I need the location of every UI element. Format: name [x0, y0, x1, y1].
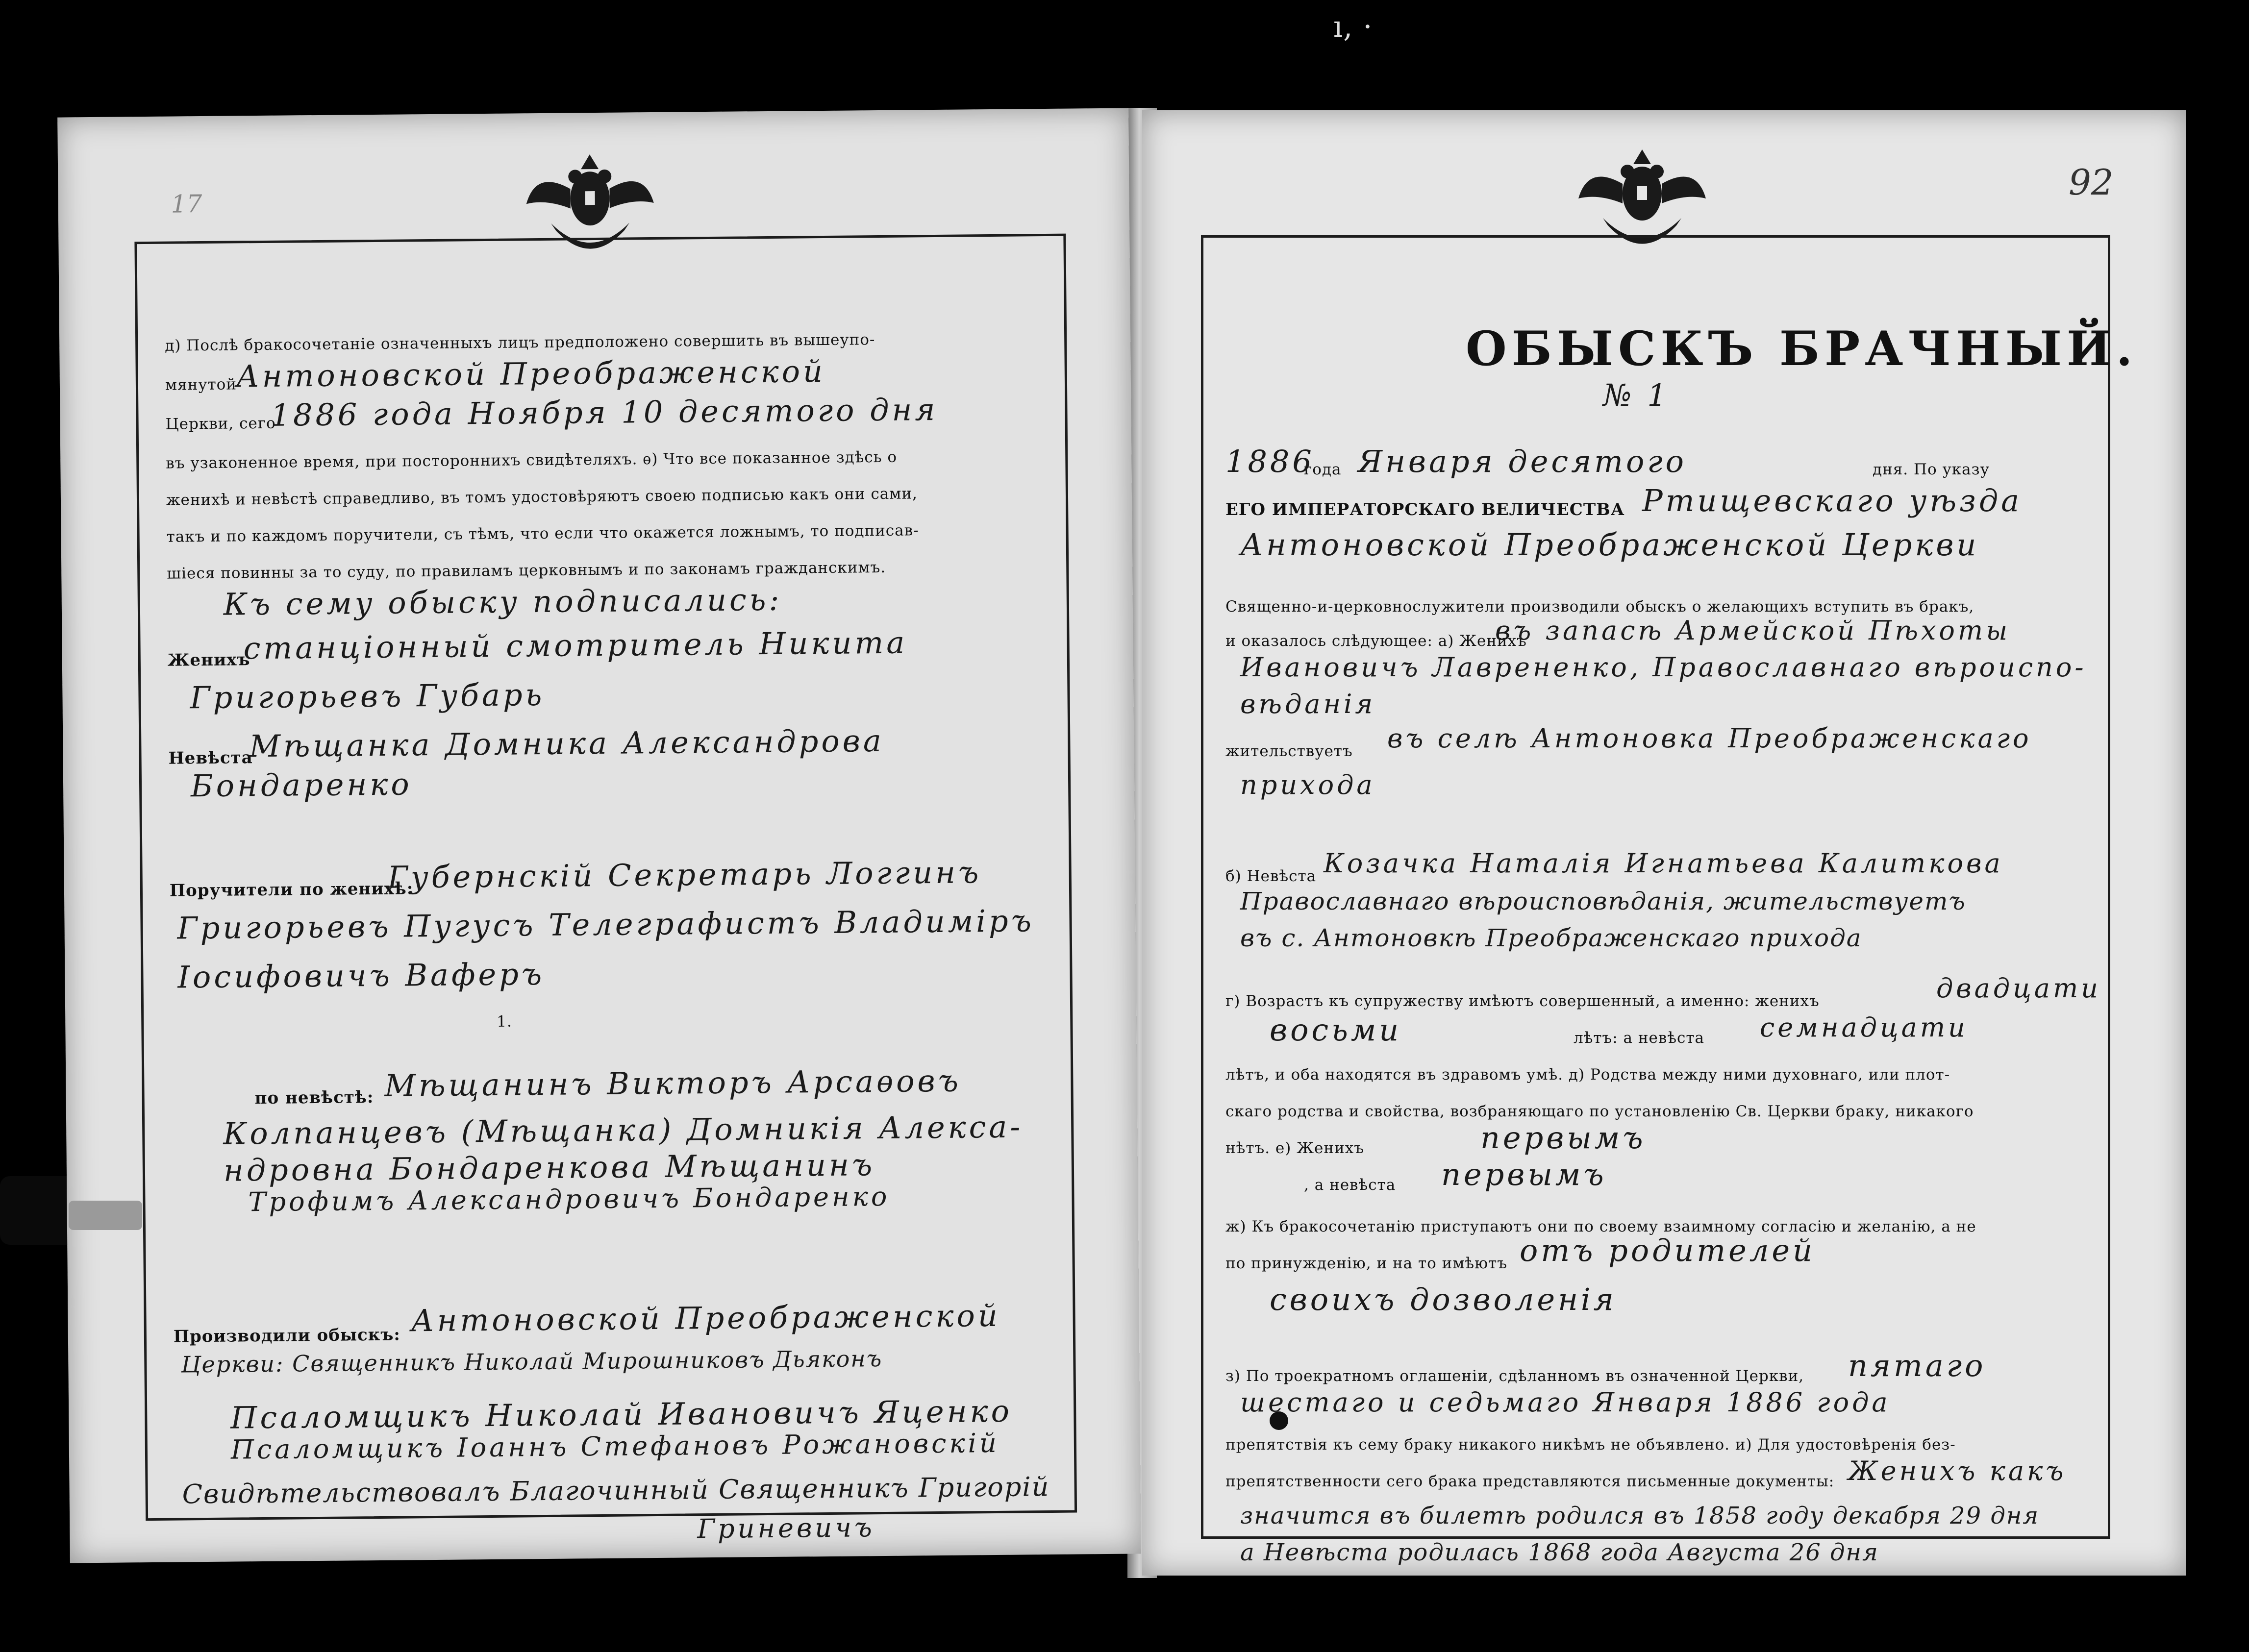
hw-groom: станціонный смотритель Никита: [243, 624, 908, 666]
hw-surety-3: Іосифовичъ Ваферъ: [177, 956, 545, 995]
hw-groom-1: въ запасѣ Армейской Пѣхоты: [1495, 615, 2011, 646]
years-label: лѣтъ: а невѣста: [1574, 1029, 1705, 1047]
hw-district: Ртищевскаго уѣзда: [1642, 483, 2023, 518]
hw-docs-2: значится въ билетѣ родился въ 1858 году декабря 29 дня: [1240, 1502, 2040, 1529]
hw-docs-3: а Невѣста родилась 1868 года Августа 26 дня: [1240, 1539, 1879, 1566]
hw-consent-2: своихъ дозволенія: [1270, 1282, 1617, 1317]
hw-day: Января десятого: [1358, 444, 1687, 479]
hw-surety-1: Губернскій Секретарь Логгинъ: [387, 854, 982, 895]
hw-bride-age: семнадцати: [1760, 1012, 1968, 1043]
hw-groom-first: первымъ: [1480, 1120, 1646, 1156]
hw-groom-age: двадцати: [1936, 973, 2101, 1004]
hw-groom-age2: восьми: [1270, 1012, 1402, 1048]
hw-groom-2: Ивановичъ Лаврененко, Православнаго вѣроиспо-: [1240, 652, 2087, 683]
form-title: ОБЫСКЪ БРАЧНЫЙ.: [1466, 321, 2138, 376]
clause-e: въ узаконенное время, при постороннихъ свидѣтеляхъ. ѳ) Что все показанное здѣсь о: [166, 448, 898, 472]
kin-line: скаго родства и свойства, возбраняющаго по установленію Св. Церкви браку, никакого: [1225, 1103, 1974, 1120]
groom-first-label: нѣтъ. е) Женихъ: [1225, 1139, 1364, 1157]
year-suffix: года: [1304, 461, 1342, 478]
health-line: лѣтъ, и оба находятся въ здравомъ умѣ. д) Родства между ними духовнаго, или плот-: [1225, 1066, 1950, 1084]
hw-docs-1: Женихъ какъ: [1848, 1455, 2067, 1486]
hw-banns-2: шестаго и седьмаго Января 1886 года: [1240, 1387, 1891, 1418]
hw-bride-2: Православнаго вѣроисповѣданія, жительствуетъ: [1240, 887, 1966, 915]
margin-mark: 17: [171, 190, 202, 219]
hw-signature-1: Псаломщикъ Николай Ивановичъ Яценко: [230, 1393, 1013, 1436]
page-number: 92: [2069, 162, 2114, 203]
hw-surety-2: Григорьевъ Пугусъ Телеграфистъ Владиміръ: [177, 903, 1035, 946]
hw-bride-3: въ с. Антоновкѣ Преображенскаго прихода: [1240, 924, 1862, 952]
top-mark: ı, ·: [1333, 10, 1373, 44]
majesty-label: ЕГО ИМПЕРАТОРСКАГО ВЕЛИЧЕСТВА: [1225, 500, 1625, 519]
clause-e2: женихѣ и невѣстѣ справедливо, въ томъ удостовѣряютъ своею подписью какъ они сами,: [166, 485, 918, 509]
binding-clip-strip: [69, 1201, 142, 1230]
hw-date: 1886 года Ноября 10 десятого дня: [271, 391, 938, 433]
hw-signature-2: Псаломщикъ Іоаннъ Стефановъ Рожановскій: [230, 1427, 1000, 1465]
hw-residence-2: прихода: [1240, 769, 1375, 800]
hw-conducted-2: Церкви: Священникъ Николай Мирошниковъ Дьяконъ: [181, 1345, 883, 1378]
docs-line: препятственности сего брака представляются письменные документы:: [1225, 1473, 1835, 1490]
bride-label: б) Невѣста: [1225, 867, 1317, 885]
bride-first-label: , а невѣста: [1304, 1176, 1396, 1194]
right-page: [1142, 110, 2186, 1576]
dot-mark: 1.: [497, 1012, 513, 1031]
hw-bride-first: первымъ: [1441, 1157, 1607, 1192]
sureties-bride-label: по невѣстѣ:: [254, 1087, 374, 1109]
hw-signed: Къ сему обыску подписались:: [223, 581, 782, 622]
hw-bsurety-3: ндровна Бондаренкова Мѣщанинъ: [223, 1147, 875, 1188]
hw-year: 1886: [1225, 444, 1315, 479]
hw-residence: въ селѣ Антоновка Преображенскаго: [1387, 723, 2032, 754]
consent-line-2: по принужденію, и на то имѣютъ: [1225, 1255, 1507, 1272]
hw-church: Антоновской Преображенской: [236, 353, 826, 395]
hw-bsurety-2: Колпанцевъ (Мѣщанка) Домникія Алекса-: [223, 1109, 1024, 1152]
hw-signature-4: Гриневичъ: [697, 1512, 875, 1545]
hw-signature-3: Свидѣтельствовалъ Благочинный Священникъ Григорій: [182, 1471, 1050, 1510]
conducted-label: Производили обыскъ:: [173, 1325, 401, 1347]
hw-bsurety-1: Мѣщанинъ Викторъ Арсаѳовъ: [384, 1062, 962, 1104]
sureties-groom-label: Поручители по женихѣ:: [169, 879, 414, 901]
day-suffix: дня. По указу: [1873, 461, 1990, 478]
hw-bride-1: Козачка Наталія Игнатьева Калиткова: [1324, 848, 2003, 879]
found-line: и оказалось слѣдующее: а) Женихъ: [1225, 632, 1527, 650]
bride-label: Невѣста: [168, 748, 253, 768]
year-label: Церкви, сего: [165, 414, 276, 433]
impediment-line: препятствія къ сему браку никакого никѣмъ не объявлено. и) Для удостовѣренія без-: [1225, 1436, 1956, 1454]
consent-line: ж) Къ бракосочетанію приступаютъ они по своему взаимному согласію и желанію, а не: [1225, 1218, 1976, 1235]
form-number: № 1: [1603, 377, 1670, 413]
hw-consent: отъ родителей: [1520, 1233, 1815, 1268]
hw-bsurety-4: Трофимъ Александровичъ Бондаренко: [248, 1181, 890, 1218]
clause-e4: шіеся повинны за то суду, по правиламъ церковнымъ и по законамъ гражданскимъ.: [167, 558, 886, 583]
hw-groom-3: вѣданія: [1240, 689, 1376, 719]
groom-label: Женихъ: [167, 650, 250, 670]
left-page: [57, 108, 1141, 1563]
residence-label: жительствуетъ: [1225, 742, 1353, 760]
hw-conducted-1: Антоновской Преображенской: [411, 1297, 1001, 1339]
hw-groom2: Григорьевъ Губарь: [190, 676, 545, 716]
hw-bride: Мѣщанка Домника Александрова: [249, 722, 885, 764]
hw-church: Антоновской Преображенской Церкви: [1240, 527, 1979, 563]
clause-d: д) Послѣ бракосочетаніе означенныхъ лицъ предположено совершить въ вышеупо-: [165, 331, 875, 355]
hw-bride2: Бондаренко: [190, 766, 412, 804]
banns-line: з) По троекратномъ оглашеніи, сдѣланномъ въ означенной Церкви,: [1225, 1367, 1804, 1385]
clergy-line: Священно-и-церковнослужители производили обыскъ о желающихъ вступить въ бракъ,: [1225, 598, 1974, 616]
age-line: г) Возрастъ къ супружеству имѣютъ совершенный, а именно: женихъ: [1225, 992, 1820, 1010]
hw-banns: пятаго: [1848, 1348, 1986, 1383]
clause-e3: такъ и по каждомъ поручители, съ тѣмъ, что если что окажется ложнымъ, то подписав-: [166, 521, 919, 546]
church-label: мянутой: [165, 375, 237, 394]
